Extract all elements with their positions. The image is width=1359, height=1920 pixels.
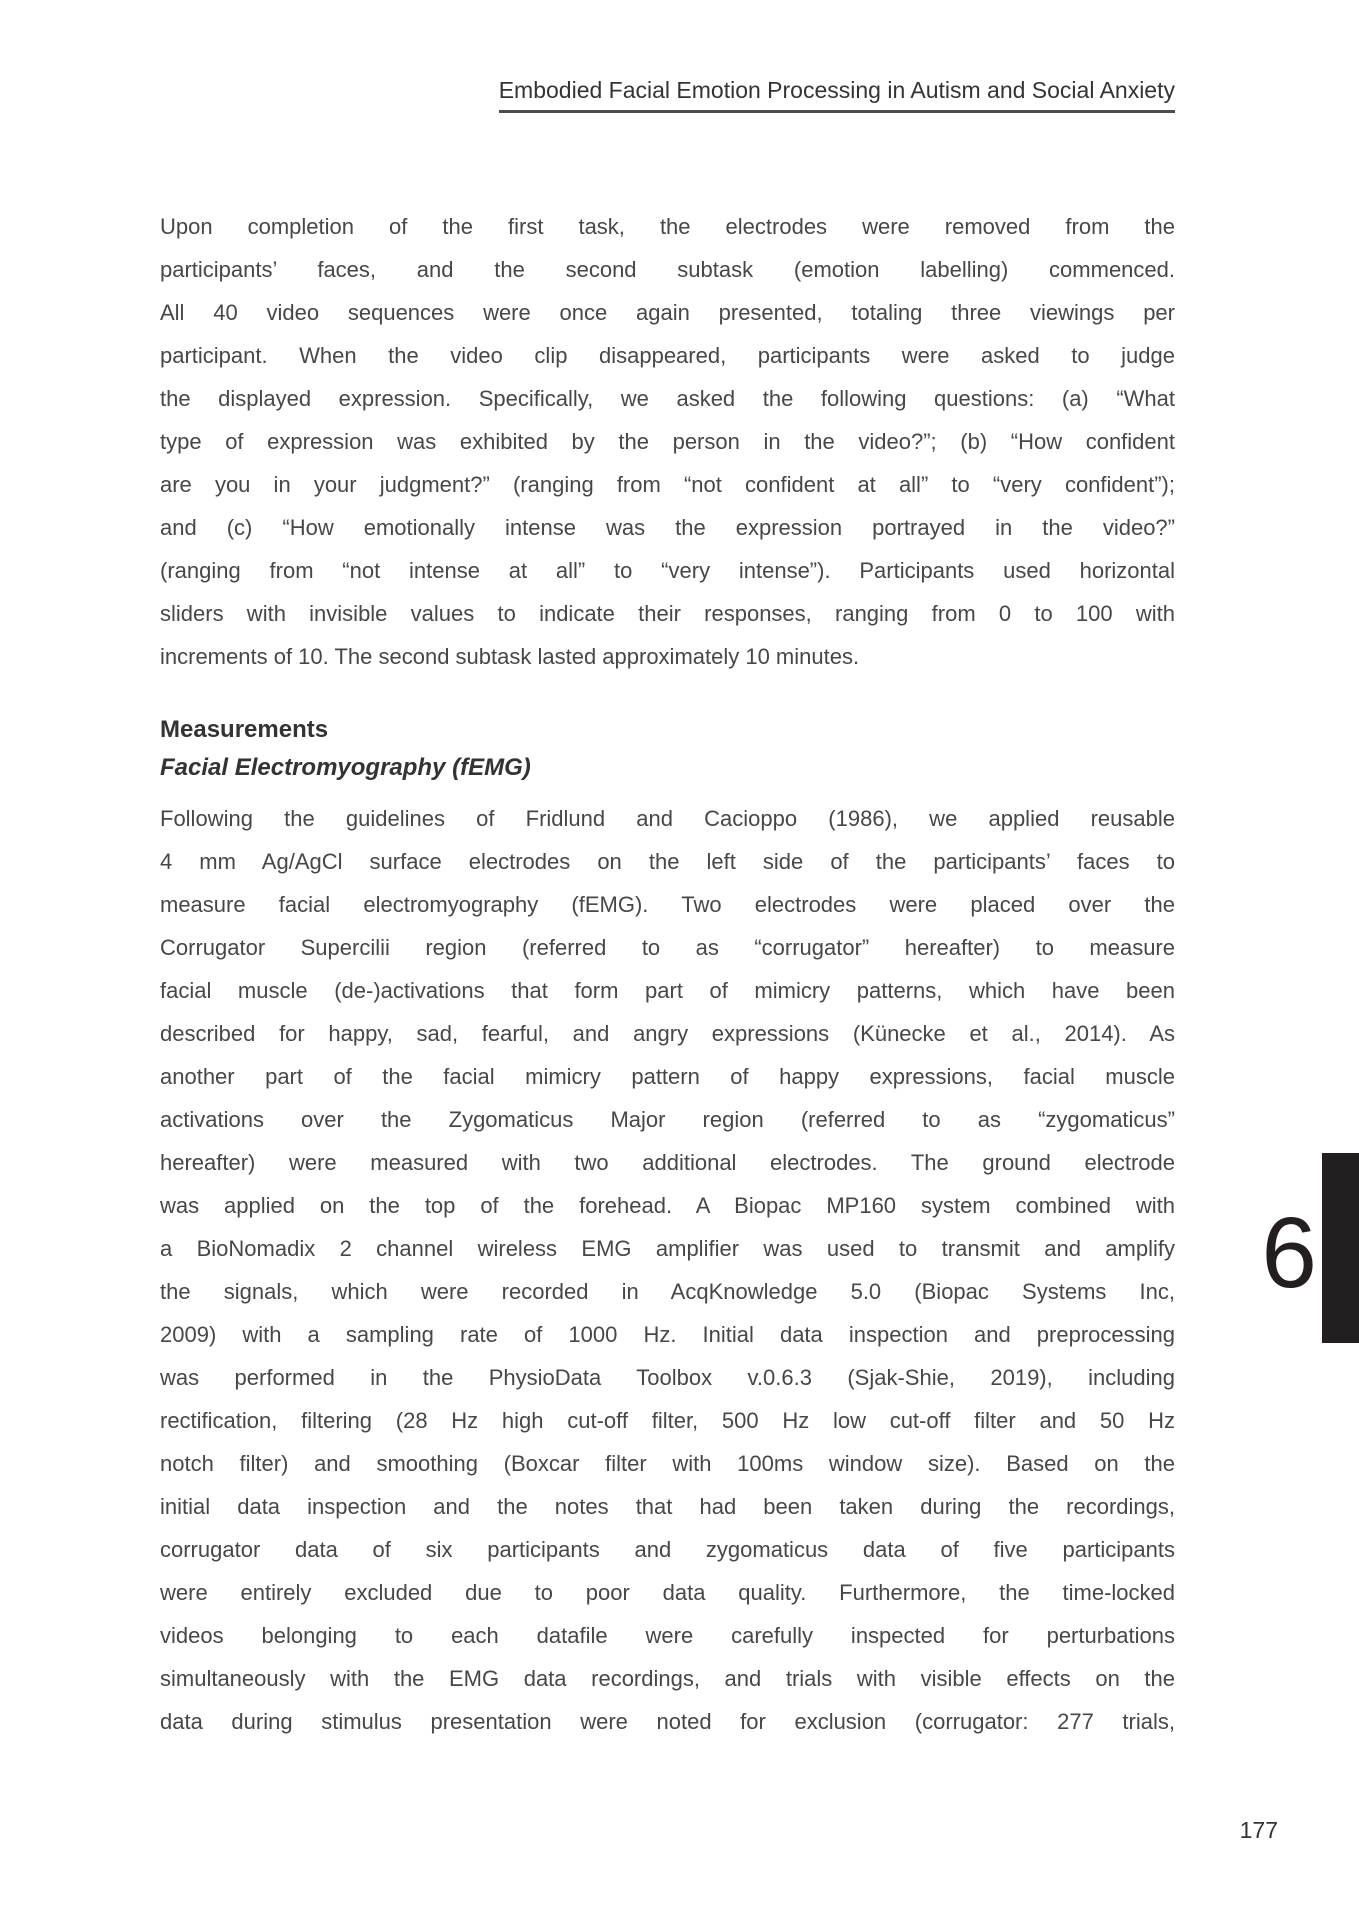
section-heading-measurements: Measurements: [160, 716, 329, 743]
text-line: facial muscle (de-)activations that form part of mimicry patterns, which have been: [160, 978, 1175, 1003]
text-line: (ranging from “not intense at all” to “very intense”). Participants used horizontal: [160, 558, 1175, 583]
running-head: [160, 76, 1175, 113]
text-line: a BioNomadix 2 channel wireless EMG amplifier was used to transmit and amplify: [160, 1236, 1175, 1261]
text-line: Corrugator Supercilii region (referred to as “corrugator” hereafter) to measure: [160, 935, 1175, 960]
text-line: the displayed expression. Specifically, we asked the following questions: (a) “What: [160, 386, 1175, 411]
page-number: 177: [1239, 1817, 1278, 1843]
text-line: are you in your judgment?” (ranging from “not confident at all” to “very confident”);: [160, 472, 1175, 497]
text-line: 2009) with a sampling rate of 1000 Hz. Initial data inspection and preprocessing: [160, 1322, 1175, 1347]
text-line: increments of 10. The second subtask lasted approximately 10 minutes.: [160, 644, 860, 669]
text-line: participants’ faces, and the second subtask (emotion labelling) commenced.: [160, 257, 1175, 282]
text-line: rectification, filtering (28 Hz high cut-off filter, 500 Hz low cut-off filter and 50 Hz: [160, 1408, 1175, 1433]
subsection-heading-femg: Facial Electromyography (fEMG): [160, 754, 531, 781]
text-line: sliders with invisible values to indicate their responses, ranging from 0 to 100 with: [160, 601, 1175, 626]
text-line: were entirely excluded due to poor data quality. Furthermore, the time-locked: [160, 1580, 1175, 1605]
text-line: was applied on the top of the forehead. A Biopac MP160 system combined with: [160, 1193, 1175, 1218]
text-line: simultaneously with the EMG data recordings, and trials with visible effects on the: [160, 1666, 1175, 1691]
text-line: videos belonging to each datafile were carefully inspected for perturbations: [160, 1623, 1175, 1648]
text-line: initial data inspection and the notes that had been taken during the recordings,: [160, 1494, 1175, 1519]
text-line: activations over the Zygomaticus Major region (referred to as “zygomaticus”: [160, 1107, 1175, 1132]
text-line: hereafter) were measured with two additional electrodes. The ground electrode: [160, 1150, 1175, 1175]
text-line: 4 mm Ag/AgCl surface electrodes on the left side of the participants’ faces to: [160, 849, 1175, 874]
text-line: corrugator data of six participants and zygomaticus data of five participants: [160, 1537, 1175, 1562]
text-line: Following the guidelines of Fridlund and Cacioppo (1986), we applied reusable: [160, 806, 1175, 831]
text-line: notch filter) and smoothing (Boxcar filter with 100ms window size). Based on the: [160, 1451, 1175, 1476]
text-line: Upon completion of the first task, the electrodes were removed from the: [160, 214, 1175, 239]
text-line: another part of the facial mimicry pattern of happy expressions, facial muscle: [160, 1064, 1175, 1089]
text-line: was performed in the PhysioData Toolbox v.0.6.3 (Sjak-Shie, 2019), including: [160, 1365, 1175, 1390]
text-line: the signals, which were recorded in AcqKnowledge 5.0 (Biopac Systems Inc,: [160, 1279, 1175, 1304]
text-line: participant. When the video clip disappeared, participants were asked to judge: [160, 343, 1175, 368]
text-line: and (c) “How emotionally intense was the expression portrayed in the video?”: [160, 515, 1175, 540]
paragraph-task-description: [160, 205, 1175, 678]
text-line: type of expression was exhibited by the person in the video?”; (b) “How confident: [160, 429, 1175, 454]
running-head-title: Embodied Facial Emotion Processing in Autism and Social Anxiety: [499, 76, 1175, 113]
chapter-number: 6: [1261, 1197, 1317, 1309]
chapter-tab-marker: [1322, 1153, 1359, 1343]
text-line: data during stimulus presentation were noted for exclusion (corrugator: 277 trials,: [160, 1709, 1175, 1734]
text-line: measure facial electromyography (fEMG). Two electrodes were placed over the: [160, 892, 1175, 917]
paragraph-femg-method: [160, 797, 1175, 1743]
text-line: All 40 video sequences were once again presented, totaling three viewings per: [160, 300, 1175, 325]
text-line: described for happy, sad, fearful, and angry expressions (Künecke et al., 2014). As: [160, 1021, 1175, 1046]
